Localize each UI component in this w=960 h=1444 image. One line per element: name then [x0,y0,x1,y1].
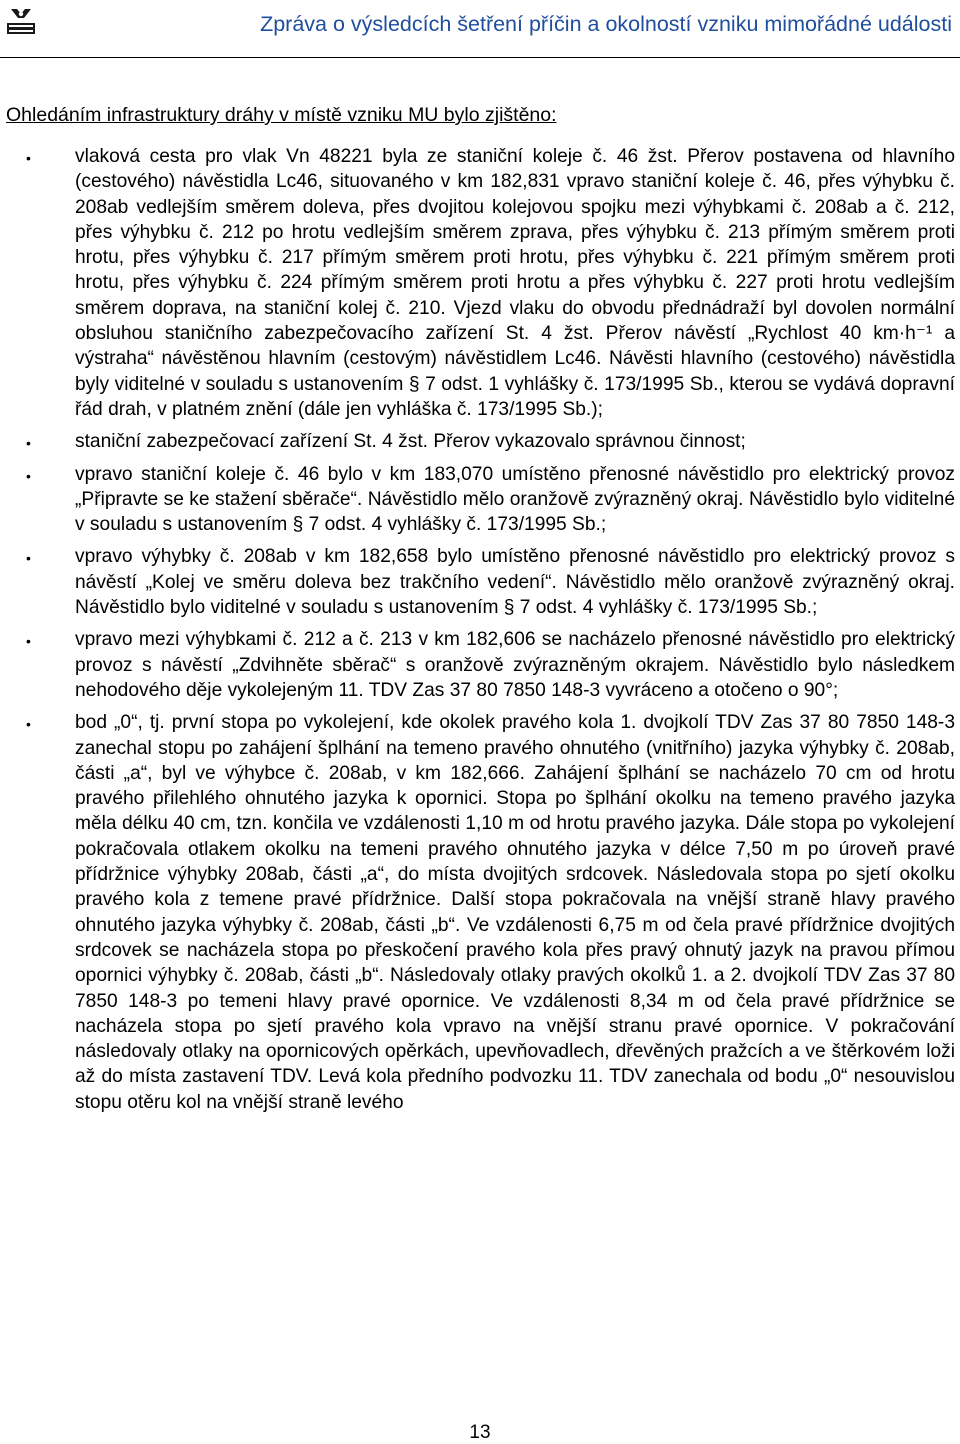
list-item-text: vpravo staniční koleje č. 46 bylo v km 183,070 umístěno přenosné návěstidlo pro elektrický provoz „Připravte se ke stažení sběrače“. Návěstidlo mělo oranžově zvýrazněný okraj. Návěstidlo bylo viditelné v souladu s ustanovením § 7 odst. 4 vyhlášky č. 173/1995 Sb.; [75,463,955,536]
list-item-text: bod „0“, tj. první stopa po vykolejení, kde okolek pravého kola 1. dvojkolí TDV Zas 37 80 7850 148-3 zanechal stopu po zahájení šplhání na temeno pravého ohnutého (vnitřního) jazyka výhybky č. 208ab, části „a“, byl ve výhybce č. 208ab, v km 182,666. Zahájení šplhání se nacházelo 70 cm od hrotu pravého přilehlého ohnutého jazyka k opornici. Stopa po šplhání okolku na temeno pravého jazyka měla délku 40 cm, tzn. končila ve vzdálenosti 1,10 m od hrotu pravého jazyka. Dále stopa po vykolejení pokračovala otlakem okolku na temeni pravého ohnutého jazyka v délce 7,50 m po úroveň pravé přídržnice výhybky 208ab, části „a“, do místa dvojitých srdcovek. Následovala stopa po sjetí okolku pravého kola z temene pravé přídržnice. Další stopa pokračovala na vnější straně hlavy pravého ohnutého jazyka výhybky č. 208ab, části „b“. Ve vzdálenosti 6,75 m od čela pravé přídržnice dvojitých srdcovek se nacházela stopa po přeskočení pravého kola přes pravý ohnutý jazyk na pravou přímou opornici výhybky č. 208ab, části „b“. Následovaly otlaky pravých okolků 1. a 2. dvojkolí TDV Zas 37 80 7850 148-3 po temeni hlavy pravé opornice. Ve vzdálenosti 8,34 m od čela pravé přídržnice se nacházela stopa po sjetí pravého kola vpravo na vnější stranu pravé opornice. V pokračování následovaly otlaky na opornicových opěrkách, upevňovadlech, dřevěných pražcích a ve štěrkovém loži až do místa zastavení TDV. Levá kola předního podvozku 11. TDV zanechala od bodu „0“ nesouvislou stopu otěru kol na vnější straně levého [75,712,955,1113]
intro-heading: Ohledáním infrastruktury dráhy v místě vzniku MU bylo zjištěno: [6,104,557,126]
list-item [0,544,960,620]
list-item [0,462,960,538]
findings-list [0,144,960,1122]
drazni-inspekce-logo [4,6,38,36]
bullet-icon: • [26,633,31,650]
page-header [0,0,960,62]
bullet-icon: • [26,467,31,484]
bullet-icon: • [26,550,31,567]
header-title: Zpráva o výsledcích šetření příčin a okolností vzniku mimořádné události [260,12,952,36]
bullet-icon: • [26,716,31,733]
list-item-text: vpravo mezi výhybkami č. 212 a č. 213 v km 182,606 se nacházelo přenosné návěstidlo pro elektrický provoz s návěstí „Zdvihněte sběrač“ s oranžově zvýrazněným okrajem. Návěstidlo bylo následkem nehodového děje vykolejeným 11. TDV Zas 37 80 7850 148-3 vyvráceno a otočeno o 90°; [75,629,955,701]
bullet-icon: • [26,435,31,452]
page-number: 13 [469,1422,491,1443]
list-item-text: vpravo výhybky č. 208ab v km 182,658 bylo umístěno přenosné návěstidlo pro elektrický provoz s návěstí „Kolej ve směru doleva bez trakčního vedení“. Návěstidlo mělo oranžově zvýrazněný okraj. Návěstidlo bylo viditelné v souladu s ustanovením § 7 odst. 4 vyhlášky č. 173/1995 Sb.; [75,546,955,619]
list-item [0,710,960,1115]
header-divider [0,57,960,58]
list-item [0,144,960,422]
bullet-icon: • [26,150,31,166]
list-item [0,429,960,454]
list-item-text: vlaková cesta pro vlak Vn 48221 byla ze staniční koleje č. 46 žst. Přerov postavena od hlavního (cestového) návěstidla Lc46, situovaného v km 182,831 vpravo staniční koleje č. 46, přes výhybku č. 208ab vedlejším směrem doleva, přes dvojitou kolejovou spojku mezi výhybkami č. 208ab a č. 212, přes výhybku č. 212 po hrotu vedlejším směrem zprava, přes výhybku č. 213 přímým směrem proti hrotu, přes výhybku č. 217 přímým směrem proti hrotu, přes výhybku č. 221 přímým směrem proti hrotu, přes výhybku č. 224 přímým směrem proti hrotu a přes výhybku č. 227 proti hrotu vedlejším směrem doprava, na staniční kolej č. 210. Vjezd vlaku do obvodu přednádraží byl dovolen normální obsluhou staničního zabezpečovacího zařízení St. 4 žst. Přerov návěstí „Rychlost 40 km·h⁻¹ a výstraha“ návěstěnou hlavním (cestovým) návěstidlem Lc46. Návěsti hlavního (cestového) návěstidla byly viditelné v souladu s ustanovením § 7 odst. 1 vyhlášky č. 173/1995 Sb., kterou se vydává dopravní řád drah, v platném znění (dále jen vyhláška č. 173/1995 Sb.); [75,146,955,420]
list-item-text: staniční zabezpečovací zařízení St. 4 žst. Přerov vykazovalo správnou činnost; [75,431,746,453]
list-item [0,627,960,703]
